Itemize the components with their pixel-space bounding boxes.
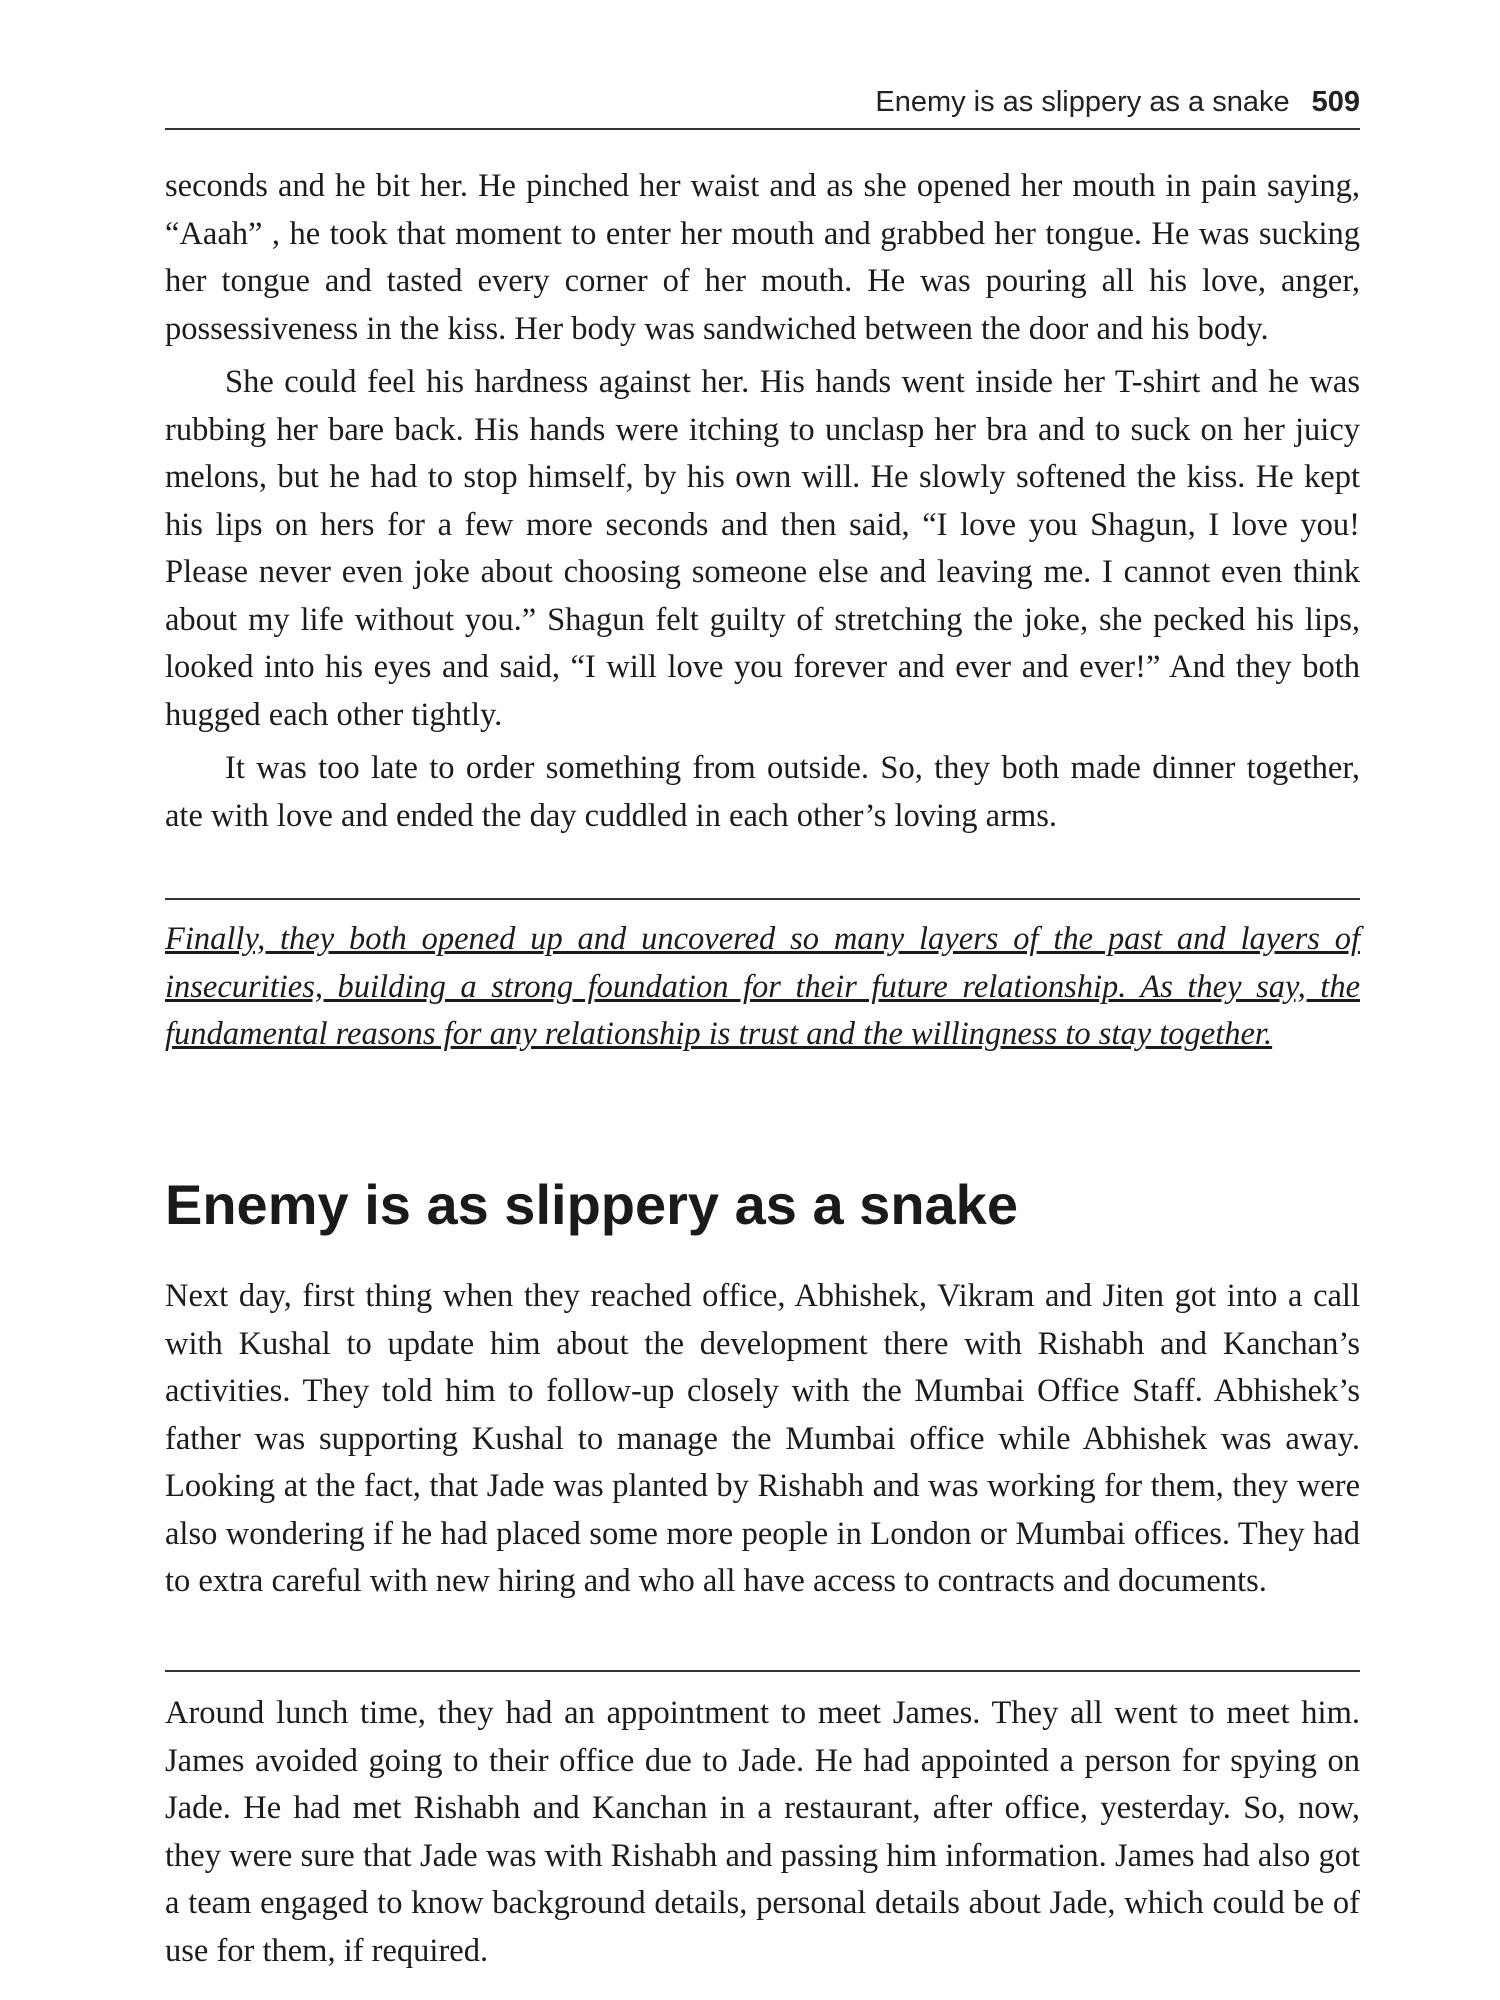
chapter-text-continued xyxy=(165,1690,1360,1975)
chapter-title: Enemy is as slippery as a snake xyxy=(165,1173,1018,1236)
paragraph: seconds and he bit her. He pinched her waist and as she opened her mouth in pain saying, “Aaah” , he took that moment to enter her mouth and grabbed her tongue. He was sucking her tongue and tasted every corner of her mouth. He was pouring all his love, anger, possessiveness in the kiss. Her body was sandwiched between the door and his body. xyxy=(165,168,1360,347)
body-text xyxy=(165,163,1360,840)
section-rule xyxy=(165,898,1360,900)
running-title: Enemy is as slippery as a snake xyxy=(875,86,1290,118)
paragraph: She could feel his hardness against her. His hands went inside her T-shirt and he was rubbing her bare back. His hands were itching to unclasp her bra and to suck on her juicy melons, but he had to stop himself, by his own will. He slowly softened the kiss. He kept his lips on hers for a few more seconds and then said, “I love you Shagun, I love you! Please never even joke about choosing someone else and leaving me. I cannot even think about my life without you.” Shagun felt guilty of stretching the joke, she pecked his lips, looked into his eyes and said, “I will love you forever and ever and ever!” And they both hugged each other tightly. xyxy=(165,364,1360,733)
paragraph: Around lunch time, they had an appointment to meet James. They all went to meet him. James avoided going to their office due to Jade. He had appointed a person for spying on Jade. He had met Rishabh and Kanchan in a restaurant, after office, yesterday. So, now, they were sure that Jade was with Rishabh and passing him information. James had also got a team engaged to know background details, personal details about Jade, which could be of use for them, if required. xyxy=(165,1695,1360,1969)
page-number: 509 xyxy=(1311,86,1360,118)
paragraph: Next day, first thing when they reached office, Abhishek, Vikram and Jiten got into a call with Kushal to update him about the development there with Rishabh and Kanchan’s activities. They told him to follow-up closely with the Mumbai Office Staff. Abhishek’s father was supporting Kushal to manage the Mumbai office while Abhishek was away. Looking at the fact, that Jade was planted by Rishabh and was working for them, they were also wondering if he had placed some more people in London or Mumbai offices. They had to extra careful with new hiring and who all have access to contracts and documents. xyxy=(165,1278,1360,1599)
book-page xyxy=(165,0,1360,2000)
header-rule xyxy=(165,128,1360,130)
running-header xyxy=(875,86,1360,119)
paragraph: It was too late to order something from outside. So, they both made dinner together, ate with love and ended the day cuddled in each other’s loving arms. xyxy=(165,750,1360,834)
chapter-text xyxy=(165,1273,1360,1606)
section-rule xyxy=(165,1670,1360,1672)
summary-callout: Finally, they both opened up and uncovered so many layers of the past and layers of insecurities, building a strong foundation for their future relationship. As they say, the fundamental reasons for any relationship is trust and the willingness to stay together. xyxy=(165,921,1360,1052)
